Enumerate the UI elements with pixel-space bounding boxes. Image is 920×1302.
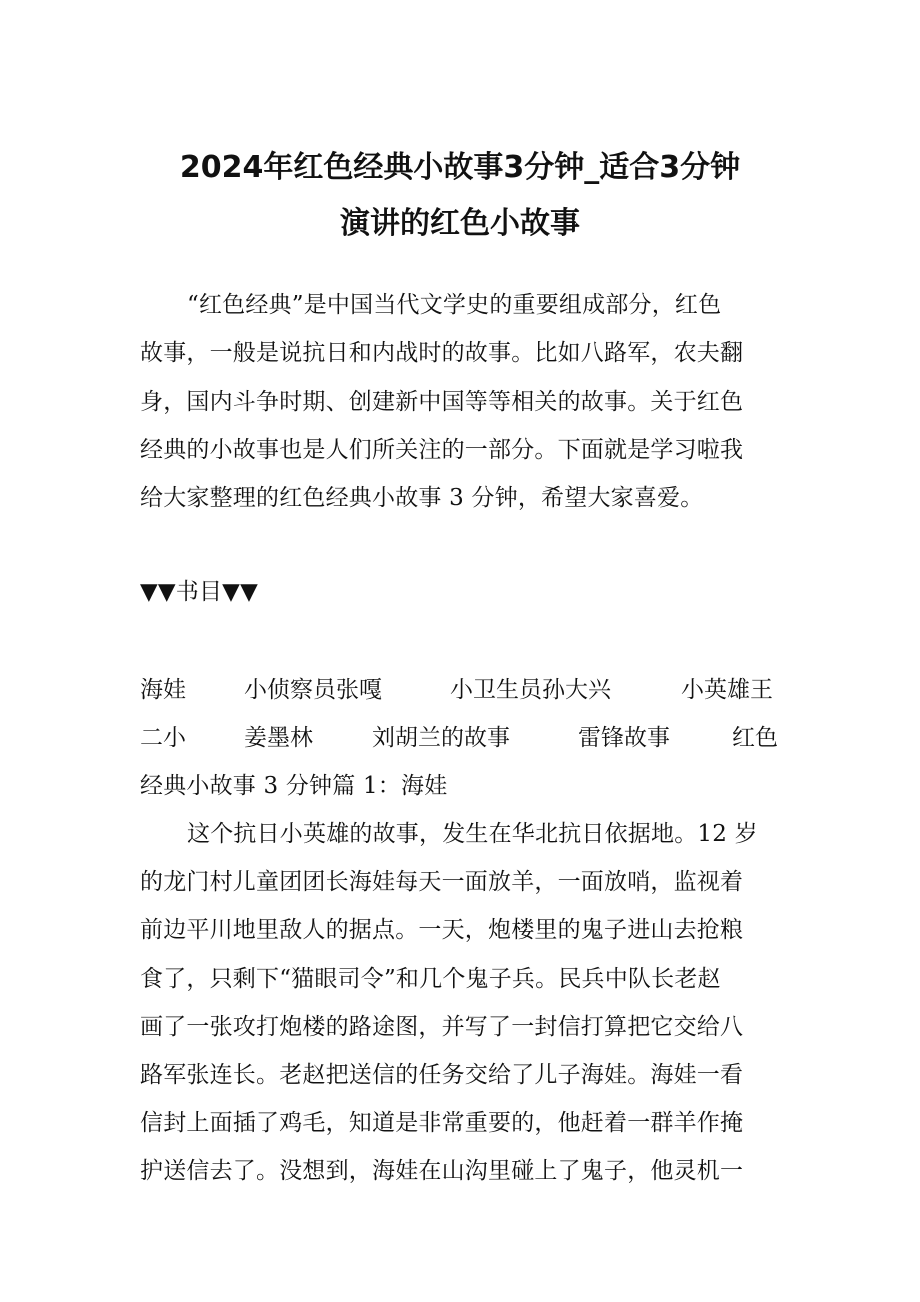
toc-heading: ▼▼书目▼▼ (140, 579, 258, 605)
toc-link-wangerxiao-cont[interactable]: 二小 (140, 725, 186, 751)
toc-link-red-classic[interactable]: 红色 (732, 725, 778, 751)
section-heading: 经典小故事 3 分钟篇 1：海娃 (140, 773, 448, 799)
toc-link-jiangmolin[interactable]: 姜墨林 (244, 725, 313, 751)
intro-line: 身，国内斗争时期、创建新中国等等相关的故事。关于红色 (140, 389, 744, 415)
toc-link-haiwa[interactable]: 海娃 (140, 677, 186, 703)
toc-link-zhangga[interactable]: 小侦察员张嘎 (244, 677, 382, 703)
document-title-line-1: 2024年红色经典小故事3分钟_适合3分钟 (179, 150, 741, 185)
toc-link-wangerxiao[interactable]: 小英雄王 (681, 677, 773, 703)
intro-line: 给大家整理的红色经典小故事 3 分钟，希望大家喜爱。 (140, 485, 704, 511)
toc-link-leifeng[interactable]: 雷锋故事 (578, 725, 670, 751)
story-line: 食了，只剩下“猫眼司令”和几个鬼子兵。民兵中队长老赵 (140, 966, 721, 992)
document-title-line-2: 演讲的红色小故事 (340, 206, 580, 241)
intro-line: “红色经典”是中国当代文学史的重要组成部分，红色 (187, 292, 722, 318)
story-line: 护送信去了。没想到，海娃在山沟里碰上了鬼子，他灵机一 (140, 1158, 744, 1184)
story-line: 这个抗日小英雄的故事，发生在华北抗日依据地。12 岁 (187, 821, 758, 847)
toc-link-sundaxing[interactable]: 小卫生员孙大兴 (450, 677, 611, 703)
intro-line: 经典的小故事也是人们所关注的一部分。下面就是学习啦我 (140, 437, 744, 463)
intro-line: 故事，一般是说抗日和内战时的故事。比如八路军，农夫翻 (140, 340, 744, 366)
story-line: 的龙门村儿童团团长海娃每天一面放羊，一面放哨，监视着 (140, 869, 744, 895)
story-line: 路军张连长。老赵把送信的任务交给了儿子海娃。海娃一看 (140, 1062, 744, 1088)
story-line: 信封上面插了鸡毛，知道是非常重要的，他赶着一群羊作掩 (140, 1110, 744, 1136)
toc-link-liuhulan[interactable]: 刘胡兰的故事 (372, 725, 510, 751)
story-line: 前边平川地里敌人的据点。一天，炮楼里的鬼子进山去抢粮 (140, 917, 744, 943)
story-line: 画了一张攻打炮楼的路途图，并写了一封信打算把它交给八 (140, 1014, 744, 1040)
